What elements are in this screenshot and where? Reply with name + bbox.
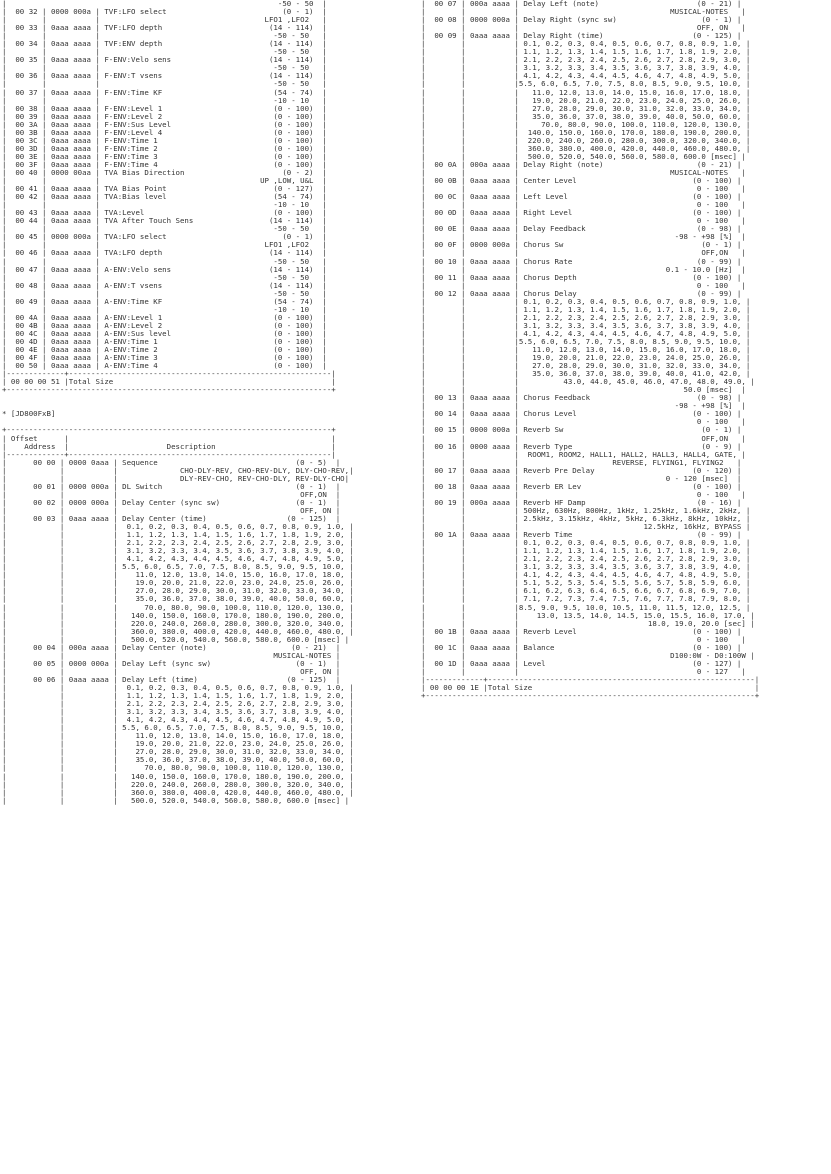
text-line: | 00 0C | 0aaa aaaa | Left Level (0 - 100) |: [421, 192, 742, 202]
text-line: | | | ROOM1, ROOM2, HALL1, HALL2, HALL3, HALL4, GATE, |: [421, 449, 746, 459]
text-line: | | | 2.1, 2.2, 2.3, 2.4, 2.5, 2.6, 2.7, 2.8, 2.9, 3.0, |: [2, 699, 354, 709]
text-line: | | | 0 - 120 [msec] |: [421, 473, 742, 483]
text-line: | | | -10 - 10 |: [2, 200, 327, 210]
text-line: | | | 0.1, 0.2, 0.3, 0.4, 0.5, 0.6, 0.7, 0.8, 0.9, 1.0, |: [2, 682, 354, 692]
text-line: | 00 48 | 0aaa aaaa | A-ENV:T vsens (14 - 114) |: [2, 280, 327, 290]
text-line: | | | 4.1, 4.2, 4.3, 4.4, 4.5, 4.6, 4.7, 4.8, 4.9, 5.0, |: [421, 71, 751, 81]
text-line: | 00 46 | 0aaa aaaa | TVA:LFO depth (14 - 114) |: [2, 248, 327, 258]
text-line: | | | 220.0, 240.0, 260.0, 280.0, 300.0, 320.0, 340.0, |: [421, 135, 751, 145]
text-line: | 00 3B | 0aaa aaaa | F-ENV:Level 4 (0 - 100) |: [2, 127, 327, 137]
text-line: | | | 5.1, 5.2, 5.3, 5.4, 5.5, 5.6, 5.7, 5.8, 5.9, 6.0, |: [421, 578, 751, 588]
text-line: | 00 3D | 0aaa aaaa | F-ENV:Time 2 (0 - 100) |: [2, 143, 327, 153]
text-line: | 00 19 | 000a aaaa | Reverb HF Damp (0 - 16) |: [421, 497, 742, 507]
text-line: | | | 0 - 100 |: [421, 634, 746, 644]
text-line: | 00 41 | 0aaa aaaa | TVA Bias Point (0 - 127) |: [2, 184, 327, 194]
text-line: | 00 18 | 0aaa aaaa | Reverb ER Lev (0 - 100) |: [421, 481, 742, 491]
text-line: | | | 140.0, 150.0, 160.0, 170.0, 180.0, 190.0, 200.0, |: [2, 610, 354, 620]
text-line: | | | 35.0, 36.0, 37.0, 38.0, 39.0, 40.0, 50.0, 60.0, |: [2, 755, 354, 765]
text-line: | | | -98 - +98 [%] |: [421, 401, 746, 411]
text-line: | | | 35.0, 36.0, 37.0, 38.0, 39.0, 40.0, 50.0, 60.0, |: [2, 594, 354, 604]
text-line: | | | -50 - 50 |: [2, 256, 327, 266]
text-line: | | | 0.1, 0.2, 0.3, 0.4, 0.5, 0.6, 0.7, 0.8, 0.9, 1.0, |: [2, 522, 354, 532]
text-line: | | | 3.1, 3.2, 3.3, 3.4, 3.5, 3.6, 3.7, 3.8, 3.9, 4.0, |: [421, 320, 751, 330]
text-line: | 00 00 00 51 |Total Size |: [2, 377, 336, 387]
text-line: | 00 16 | 0000 aaaa | Reverb Type (0 - 9) |: [421, 441, 742, 451]
text-line: | 00 00 | 0000 0aaa | Sequence (0 - 5) |: [2, 457, 341, 467]
text-line: | | | 13.0, 13.5, 14.0, 14.5, 15.0, 15.5, 16.0, 17.0, |: [421, 610, 755, 620]
text-line: | 00 45 | 0000 000a | TVA:LFO select (0 - 1) |: [2, 232, 327, 242]
text-line: | 00 4E | 0aaa aaaa | A-ENV:Time 2 (0 - 100) |: [2, 345, 327, 355]
text-line: | 00 11 | 0aaa aaaa | Chorus Depth (0 - 100) |: [421, 272, 742, 282]
text-line: | | | -50 - 50 |: [2, 288, 327, 298]
text-line: | | | REVERSE, FLYING1, FLYING2 |: [421, 457, 742, 467]
text-line: | | | -10 - 10 |: [2, 304, 327, 314]
text-line: | | | 1.1, 1.2, 1.3, 1.4, 1.5, 1.6, 1.7, 1.8, 1.9, 2.0, |: [421, 546, 751, 556]
text-line: | 00 42 | 0aaa aaaa | TVA:Bias level (54 - 74) |: [2, 192, 327, 202]
text-line: | | | 2.1, 2.2, 2.3, 2.4, 2.5, 2.6, 2.7, 2.8, 2.9, 3.0, |: [421, 312, 751, 322]
text-line: | | | 3.1, 3.2, 3.3, 3.4, 3.5, 3.6, 3.7, 3.8, 3.9, 4.0, |: [2, 546, 354, 556]
text-line: | | | 19.0, 20.0, 21.0, 22.0, 23.0, 24.0, 25.0, 26.0, |: [2, 578, 354, 588]
text-line: | | | 0 - 100 |: [421, 184, 746, 194]
text-line: | | | 220.0, 240.0, 260.0, 280.0, 300.0, 320.0, 340.0, |: [2, 779, 354, 789]
text-line: | 00 3C | 0aaa aaaa | F-ENV:Time 1 (0 - 100) |: [2, 135, 327, 145]
text-line: | | | OFF,ON |: [421, 433, 746, 443]
text-line: | | | 0.1, 0.2, 0.3, 0.4, 0.5, 0.6, 0.7, 0.8, 0.9, 1.0, |: [421, 39, 751, 49]
text-line: | | | 35.0, 36.0, 37.0, 38.0, 39.0, 40.0, 50.0, 60.0, |: [421, 111, 751, 121]
text-line: | | | OFF,ON |: [2, 489, 341, 499]
text-line: | 00 1A | 0aaa aaaa | Reverb Time (0 - 99) |: [421, 530, 742, 540]
text-line: | 00 39 | 0aaa aaaa | F-ENV:Level 2 (0 - 100) |: [2, 111, 327, 121]
text-line: | | | 4.1, 4.2, 4.3, 4.4, 4.5, 4.6, 4.7, 4.8, 4.9, 5.0, |: [421, 570, 751, 580]
text-line: | 00 4D | 0aaa aaaa | A-ENV:Time 1 (0 - 100) |: [2, 336, 327, 346]
text-line: | | | OFF, ON |: [2, 505, 341, 515]
text-line: | 00 50 | 0aaa aaaa | A-ENV:Time 4 (0 - 100) |: [2, 361, 327, 371]
text-line: | | | 140.0, 150.0, 160.0, 170.0, 180.0, 190.0, 200.0, |: [2, 771, 354, 781]
text-line: | | | 27.0, 28.0, 29.0, 30.0, 31.0, 32.0, 33.0, 34.0, |: [421, 361, 751, 371]
text-line: | 00 0E | 0aaa aaaa | Delay Feedback (0 - 98) |: [421, 224, 742, 234]
text-line: | 00 38 | 0aaa aaaa | F-ENV:Level 1 (0 - 100) |: [2, 103, 327, 113]
text-line: | 00 33 | 0aaa aaaa | TVF:LFO depth (14 - 114) |: [2, 23, 327, 33]
text-line: | | | -50 - 50 |: [2, 79, 327, 89]
text-line: | | | 6.1, 6.2, 6.3, 6.4, 6.5, 6.6, 6.7, 6.8, 6.9, 7.0, |: [421, 586, 751, 596]
text-line: | | | 19.0, 20.0, 21.0, 22.0, 23.0, 24.0, 25.0, 26.0, |: [421, 95, 751, 105]
text-line: | 00 0A | 000a aaaa | Delay Right (note) (0 - 21) |: [421, 159, 742, 169]
text-line: | | | 2.1, 2.2, 2.3, 2.4, 2.5, 2.6, 2.7, 2.8, 2.9, 3.0, |: [2, 538, 354, 548]
text-line: | 00 00 00 1E |Total Size |: [421, 682, 760, 692]
text-line: | 00 37 | 0aaa aaaa | F-ENV:Time KF (54 - 74) |: [2, 87, 327, 97]
text-line: | 00 1C | 0aaa aaaa | Balance (0 - 100) |: [421, 642, 742, 652]
text-line: | | | 35.0, 36.0, 37.0, 38.0, 39.0, 40.0, 41.0, 42.0, |: [421, 369, 751, 379]
text-line: | | | 500.0, 520.0, 540.0, 560.0, 580.0, 600.0 [msec] |: [2, 634, 350, 644]
text-line: | | | 0 - 127 |: [421, 666, 746, 676]
text-line: | | | OFF, ON |: [421, 23, 746, 33]
text-line: | | | CHO-DLY-REV, CHO-REV-DLY, DLY-CHO-REV,|: [2, 465, 354, 475]
text-line: | | | 43.0, 44.0, 45.0, 46.0, 47.0, 48.0, 49.0, |: [421, 377, 755, 387]
text-line: | | | 11.0, 12.0, 13.0, 14.0, 15.0, 16.0, 17.0, 18.0, |: [421, 87, 751, 97]
text-line: | 00 01 | 0000 000a | DL Switch (0 - 1) |: [2, 481, 341, 491]
text-line: | | | 70.0, 80.0, 90.0, 100.0, 110.0, 120.0, 130.0, |: [2, 602, 354, 612]
text-line: | 00 4A | 0aaa aaaa | A-ENV:Level 1 (0 - 100) |: [2, 312, 327, 322]
text-line: | | | OFF, ON |: [2, 666, 341, 676]
text-line: | 00 05 | 0000 000a | Delay Left (sync sw) (0 - 1) |: [2, 658, 341, 668]
text-line: | | | -50 - 50 |: [2, 63, 327, 73]
text-line: | | | -10 - 10 |: [2, 95, 327, 105]
text-line: | 00 4F | 0aaa aaaa | A-ENV:Time 3 (0 - 100) |: [2, 353, 327, 363]
text-line: | | |5.5, 6.0, 6.5, 7.0, 7.5, 8.0, 8.5, 9.0, 9.5, 10.0, |: [421, 336, 751, 346]
text-line: | | | LFO1 ,LFO2 |: [2, 15, 327, 25]
text-line: | | | 0 - 100 |: [421, 216, 746, 226]
text-line: | | | 2.1, 2.2, 2.3, 2.4, 2.5, 2.6, 2.7, 2.8, 2.9, 3.0, |: [421, 554, 751, 564]
text-line: | 00 3F | 0aaa aaaa | F-ENV:Time 4 (0 - 100) |: [2, 159, 327, 169]
text-line: * [JD800FxB]: [2, 409, 56, 419]
text-line: | | | -50 - 50 |: [2, 31, 327, 41]
text-line: | 00 1B | 0aaa aaaa | Reverb Level (0 - 100) |: [421, 626, 742, 636]
text-line: | 00 3A | 0aaa aaaa | F-ENV:Sus Level (0 - 100) |: [2, 119, 327, 129]
text-line: | | | 220.0, 240.0, 260.0, 280.0, 300.0, 320.0, 340.0, |: [2, 618, 354, 628]
text-line: | | | 4.1, 4.2, 4.3, 4.4, 4.5, 4.6, 4.7, 4.8, 4.9, 5.0, |: [2, 715, 354, 725]
text-line: | | | 2.5kHz, 3.15kHz, 4kHz, 5kHz, 6.3kHz, 8kHz, 10kHz, |: [421, 514, 751, 523]
text-line: | 00 15 | 0000 000a | Reverb Sw (0 - 1) |: [421, 425, 742, 435]
text-line: |-------------+-----------------------------------------------------------|: [2, 449, 336, 459]
text-line: +-------------------------------------------------------------------------+: [2, 385, 336, 395]
text-line: | | | 3.1, 3.2, 3.3, 3.4, 3.5, 3.6, 3.7, 3.8, 3.9, 4.0, |: [421, 562, 751, 572]
text-line: | | | UP ,LOW, U&L |: [2, 176, 327, 186]
text-line: | 00 08 | 0000 000a | Delay Right (sync sw) (0 - 1) |: [421, 15, 742, 25]
text-line: | | | 1.1, 1.2, 1.3, 1.4, 1.5, 1.6, 1.7, 1.8, 1.9, 2.0, |: [2, 530, 354, 540]
text-line: | 00 07 | 000a aaaa | Delay Left (note) (0 - 21) |: [421, 0, 742, 8]
text-line: | | | MUSICAL-NOTES |: [421, 167, 746, 177]
text-line: | | | 1.1, 1.2, 1.3, 1.4, 1.5, 1.6, 1.7, 1.8, 1.9, 2.0, |: [2, 691, 354, 701]
text-line: | -50 - 50 |: [2, 0, 327, 8]
text-line: | | | 7.1, 7.2, 7.3, 7.4, 7.5, 7.6, 7.7, 7.8, 7.9, 8.0, |: [421, 594, 751, 604]
text-line: | | | 11.0, 12.0, 13.0, 14.0, 15.0, 16.0, 17.0, 18.0, |: [421, 345, 751, 355]
text-line: | | | MUSICAL-NOTES |: [421, 7, 746, 17]
text-line: | 00 04 | 000a aaaa | Delay Center (note) (0 - 21) |: [2, 642, 341, 652]
text-line: | | | 500.0, 520.0, 540.0, 560.0, 580.0, 600.0 [msec] |: [421, 151, 746, 161]
text-line: | | | 1.1, 1.2, 1.3, 1.4, 1.5, 1.6, 1.7, 1.8, 1.9, 2.0, |: [421, 304, 751, 314]
text-line: | 00 17 | 0aaa aaaa | Reverb Pre Delay (0 - 120) |: [421, 465, 742, 475]
text-line: | | | 19.0, 20.0, 21.0, 22.0, 23.0, 24.0, 25.0, 26.0, |: [2, 739, 354, 749]
text-line: | | | 70.0, 80.0, 90.0, 100.0, 110.0, 120.0, 130.0, |: [421, 119, 751, 129]
text-line: | 00 34 | 0aaa aaaa | TVF:ENV depth (14 - 114) |: [2, 39, 327, 49]
text-line: | | | D100:0W - D0:100W |: [421, 650, 755, 660]
text-line: | | | 27.0, 28.0, 29.0, 30.0, 31.0, 32.0, 33.0, 34.0, |: [2, 747, 354, 757]
text-line: | | | -98 - +98 [%] |: [421, 232, 746, 242]
text-line: | | | 500Hz, 630Hz, 800Hz, 1kHz, 1.25kHz, 1.6kHz, 2kHz, |: [421, 505, 751, 515]
text-line: | | | 50.0 [msec] |: [421, 385, 746, 395]
left-column: [2, 0, 412, 1174]
text-line: | | | 27.0, 28.0, 29.0, 30.0, 31.0, 32.0, 33.0, 34.0, |: [421, 103, 751, 113]
text-line: | 00 13 | 0aaa aaaa | Chorus Feedback (0 - 98) |: [421, 393, 742, 403]
text-line: | 00 36 | 0aaa aaaa | F-ENV:T vsens (14 - 114) |: [2, 71, 327, 81]
text-line: | 00 32 | 0000 000a | TVF:LFO select (0 - 1) |: [2, 7, 327, 17]
text-line: | | | 0.1 - 10.0 [Hz] |: [421, 264, 746, 274]
text-line: +-------------------------------------------------------------------------+: [2, 425, 336, 435]
text-line: | 00 47 | 0aaa aaaa | A-ENV:Velo sens (14 - 114) |: [2, 264, 327, 274]
text-line: | | | -50 - 50 |: [2, 47, 327, 57]
text-line: | | |8.5, 9.0, 9.5, 10.0, 10.5, 11.0, 11.5, 12.0, 12.5, |: [421, 602, 751, 612]
text-line: | | | 1.1, 1.2, 1.3, 1.4, 1.5, 1.6, 1.7, 1.8, 1.9, 2.0, |: [421, 47, 751, 57]
text-line: | | | 19.0, 20.0, 21.0, 22.0, 23.0, 24.0, 25.0, 26.0, |: [421, 353, 751, 363]
text-line: | | | 18.0, 19.0, 20.0 [sec] |: [421, 618, 755, 628]
text-line: | 00 4B | 0aaa aaaa | A-ENV:Level 2 (0 - 100) |: [2, 320, 327, 330]
text-line: | | | 3.1, 3.2, 3.3, 3.4, 3.5, 3.6, 3.7, 3.8, 3.9, 4.0, |: [2, 707, 354, 717]
text-line: | 00 10 | 0aaa aaaa | Chorus Rate (0 - 99) |: [421, 256, 742, 266]
text-line: | | | 12.5kHz, 16kHz, BYPASS |: [421, 522, 751, 532]
text-line: | 00 4C | 0aaa aaaa | A-ENV:Sus level (0 - 100) |: [2, 328, 327, 338]
text-line: | | | 4.1, 4.2, 4.3, 4.4, 4.5, 4.6, 4.7, 4.8, 4.9, 5.0, |: [2, 554, 354, 564]
text-line: | | | 5.5, 6.0, 6.5, 7.0, 7.5, 8.0, 8.5, 9.0, 9.5, 10.0, |: [2, 562, 354, 572]
text-line: | 00 14 | 0aaa aaaa | Chorus Level (0 - 100) |: [421, 409, 742, 419]
text-line: | | | OFF,ON |: [421, 248, 746, 258]
text-line: | | | 360.0, 380.0, 400.0, 420.0, 440.0, 460.0, 480.0, |: [2, 626, 354, 636]
text-line: | | | -50 - 50 |: [2, 224, 327, 234]
text-line: | 00 03 | 0aaa aaaa | Delay Center (time) (0 - 125) |: [2, 514, 341, 523]
text-line: | | | 0 - 100 |: [421, 489, 746, 499]
text-line: | Offset | |: [2, 433, 336, 443]
text-line: | | | 5.5, 6.0, 6.5, 7.0, 7.5, 8.0, 8.5, 9.0, 9.5, 10.0, |: [2, 723, 354, 733]
text-line: | 00 0F | 0000 000a | Chorus Sw (0 - 1) |: [421, 240, 742, 250]
text-line: | 00 43 | 0aaa aaaa | TVA:Level (0 - 100) |: [2, 208, 327, 218]
text-line: | 00 0B | 0aaa aaaa | Center Level (0 - 100) |: [421, 176, 742, 186]
text-line: | Address | Description |: [2, 441, 336, 451]
text-line: | 00 0D | 0aaa aaaa | Right Level (0 - 100) |: [421, 208, 742, 218]
right-column: [421, 0, 831, 1174]
text-line: |-------------+-----------------------------------------------------------|: [2, 369, 336, 379]
text-line: | | | 360.0, 380.0, 400.0, 420.0, 440.0, 460.0, 480.0, |: [421, 143, 751, 153]
text-line: | | | 0.1, 0.2, 0.3, 0.4, 0.5, 0.6, 0.7, 0.8, 0.9, 1.0, |: [421, 538, 751, 548]
text-line: | 00 35 | 0aaa aaaa | F-ENV:Velo sens (14 - 114) |: [2, 55, 327, 65]
text-line: [2, 402, 412, 410]
text-line: | | | 70.0, 80.0, 90.0, 100.0, 110.0, 120.0, 130.0, |: [2, 763, 354, 773]
text-line: | | | 4.1, 4.2, 4.3, 4.4, 4.5, 4.6, 4.7, 4.8, 4.9, 5.0, |: [421, 328, 751, 338]
text-line: +--------------------------------------------------------------------------+: [421, 691, 760, 701]
text-line: | | | MUSICAL-NOTES |: [2, 650, 341, 660]
text-line: | | | 2.1, 2.2, 2.3, 2.4, 2.5, 2.6, 2.7, 2.8, 2.9, 3.0, |: [421, 55, 751, 65]
text-line: | | | -50 - 50 |: [2, 272, 327, 282]
text-line: |-------------+------------------------------------------------------------|: [421, 674, 760, 684]
text-line: | | | 360.0, 380.0, 400.0, 420.0, 440.0, 460.0, 480.0, |: [2, 787, 354, 797]
text-line: | | | 11.0, 12.0, 13.0, 14.0, 15.0, 16.0, 17.0, 18.0, |: [2, 570, 354, 580]
text-line: | | | 500.0, 520.0, 540.0, 560.0, 580.0, 600.0 [msec] |: [2, 795, 350, 805]
text-line: | 00 1D | 0aaa aaaa | Level (0 - 127) |: [421, 658, 742, 668]
text-line: | 00 49 | 0aaa aaaa | A-ENV:Time KF (54 - 74) |: [2, 296, 327, 306]
text-line: | | | 0.1, 0.2, 0.3, 0.4, 0.5, 0.6, 0.7, 0.8, 0.9, 1.0, |: [421, 296, 751, 306]
text-line: | | | 11.0, 12.0, 13.0, 14.0, 15.0, 16.0, 17.0, 18.0, |: [2, 731, 354, 741]
text-line: | 00 09 | 0aaa aaaa | Delay Right (time) (0 - 125) |: [421, 31, 742, 41]
text-line: | | | 140.0, 150.0, 160.0, 170.0, 180.0, 190.0, 200.0, |: [421, 127, 751, 137]
text-line: | 00 44 | 0aaa aaaa | TVA After Touch Sens (14 - 114) |: [2, 216, 327, 226]
text-line: | | |5.5, 6.0, 6.5, 7.0, 7.5, 8.0, 8.5, 9.0, 9.5, 10.0, |: [421, 79, 751, 89]
text-line: | 00 12 | 0aaa aaaa | Chorus Delay (0 - 99) |: [421, 288, 742, 298]
text-line: | | | 0 - 100 |: [421, 417, 746, 427]
text-line: | | | 27.0, 28.0, 29.0, 30.0, 31.0, 32.0, 33.0, 34.0, |: [2, 586, 354, 596]
text-line: | 00 40 | 0000 00aa | TVA Bias Direction (0 - 2) |: [2, 167, 327, 177]
text-line: | | | DLY-REV-CHO, REV-CHO-DLY, REV-DLY-CHO|: [2, 473, 350, 483]
text-line: | | | 0 - 100 |: [421, 280, 746, 290]
text-line: | 00 06 | 0aaa aaaa | Delay Left (time) (0 - 125) |: [2, 674, 341, 684]
text-line: [2, 394, 412, 402]
text-line: | | | 3.1, 3.2, 3.3, 3.4, 3.5, 3.6, 3.7, 3.8, 3.9, 4.0, |: [421, 63, 751, 73]
text-line: | | | LFO1 ,LFO2 |: [2, 240, 327, 250]
text-line: | 00 3E | 0aaa aaaa | F-ENV:Time 3 (0 - 100) |: [2, 151, 327, 161]
text-line: | | | 0 - 100 |: [421, 200, 746, 210]
text-line: | 00 02 | 0000 000a | Delay Center (sync sw) (0 - 1) |: [2, 497, 341, 507]
